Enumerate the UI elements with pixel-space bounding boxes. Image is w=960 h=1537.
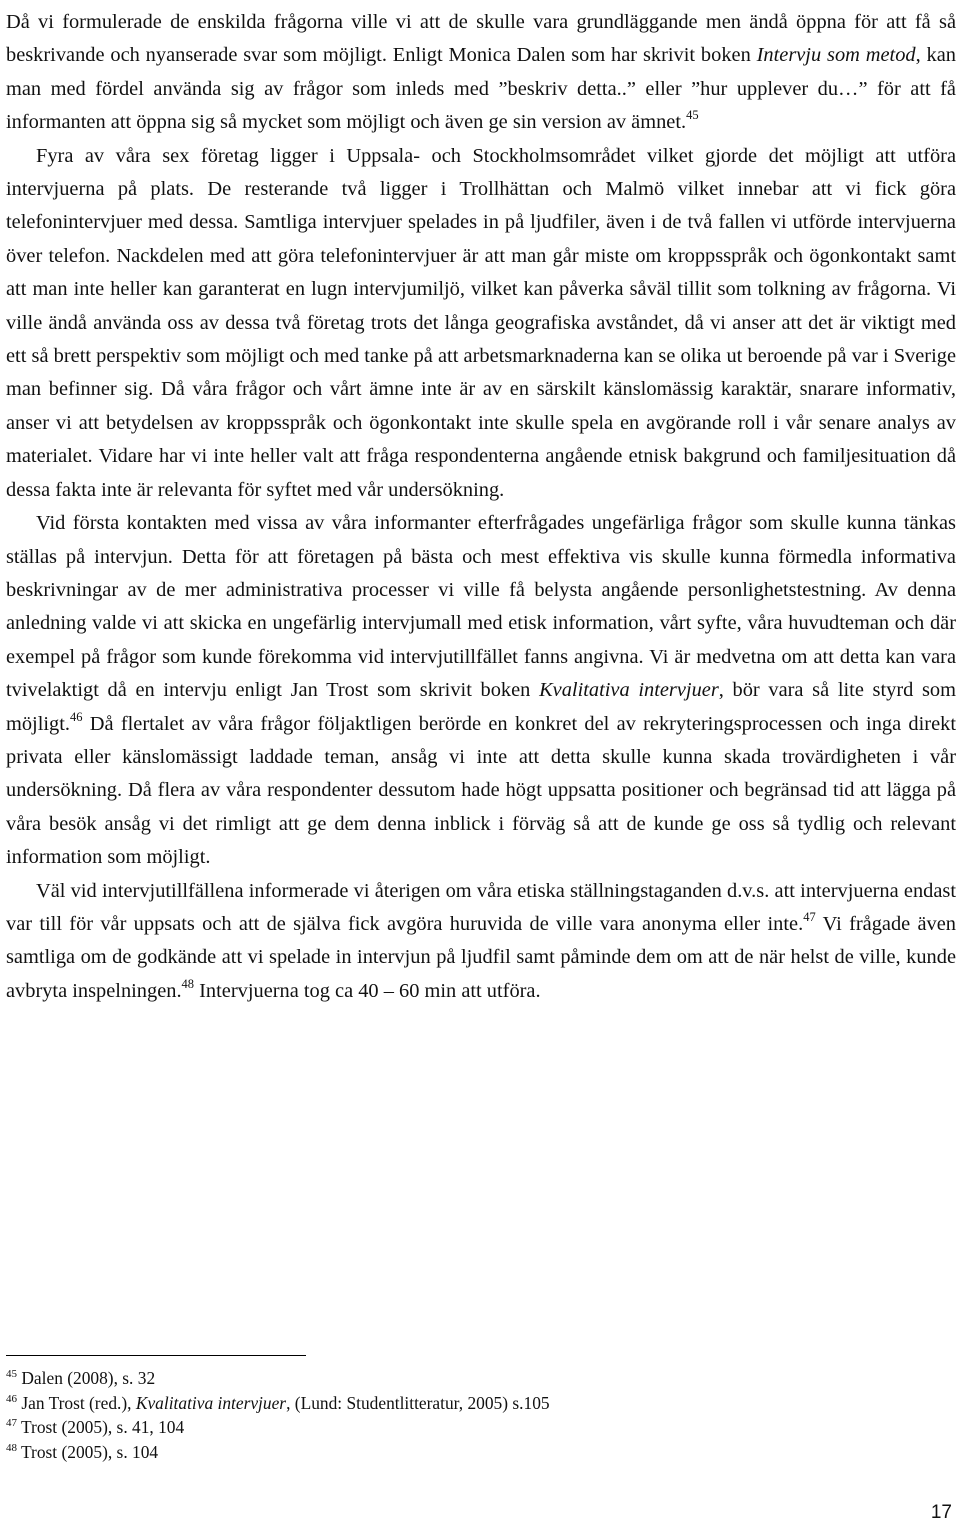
paragraph-3: Vid första kontakten med vissa av våra informanter efterfrågades ungefärliga frågor som skulle kunna tänkas ställas på intervjun. Detta för att företagen på bästa och mest effektiva vis skulle kunna förmedla informativa beskrivningar av de mer administrativa processer vi ville få belysta angående personlighetstestning. Av denna anledning valde vi att skicka en ungefärlig intervjumall med etisk information, vårt syfte, våra huvudteman och där exempel på frågor som kunde förekomma vid intervjutillfället fanns angivna. Vi är medvetna om att detta kan vara tvivelaktigt då en intervju enligt Jan Trost som skrivit boken Kvalitativa intervjuer, bör vara så lite styrd som möjligt.$^{46}$ Då flertalet av våra frågor följaktligen berörde en konkret del av rekryteringsprocessen och inga direkt privata eller känslomässigt laddade teman, ansåg vi inte att detta skulle kunna skada trovärdigheten i vår undersökning. Då flera av våra respondenter dessutom hade högt uppsatta positioner och begränsad tid att lägga på våra besök ansåg vi det rimligt att ge dem denna inblick i förväg så att de kunde ge oss så tydlig och relevant information som möjligt. — [6, 512, 956, 869]
book-title-intervju-som-metod: Intervju som metod — [756, 44, 916, 67]
footnotes — [6, 1366, 906, 1464]
paragraph-4: Väl vid intervjutillfällena informerade vi återigen om våra etiska ställningstaganden d.v.s. att intervjuerna endast var till för vår uppsats och att de själva fick avgöra huruvida de ville vara anonyma eller inte.$^{47}$ Vi frågade även samtliga om de godkände att vi spelade in intervjun på ljudfil samt påminde dem om att de när helst de ville, kunde avbryta inspelningen.$^{48}$ Intervjuerna tog ca 40 – 60 min att utföra. — [6, 879, 956, 1002]
page-number: 17 — [930, 1502, 952, 1523]
footnote-46: $^{46}$ Jan Trost (red.), Kvalitativa intervjuer, (Lund: Studentlitteratur, 2005) s.105 — [6, 1392, 550, 1413]
footnote-45: $^{45}$ Dalen (2008), s. 32 — [6, 1368, 156, 1388]
paragraph-2: Fyra av våra sex företag ligger i Uppsala- och Stockholmsområdet vilket gjorde det möjligt att utföra intervjuerna på plats. De resterande två ligger i Trollhättan och Malmö vilket innebar att vi fick göra telefonintervjuer med dessa. Samtliga intervjuer spelades in på ljudfiler, även i de två fallen vi utförde intervjuerna över telefon. Nackdelen med att göra telefonintervjuer är att man går miste om kroppsspråk och ögonkontakt samt att man inte heller kan garanterat en lugn intervjumiljö, vilket kan påverka såväl tillit som tolkning av frågorna. Vi ville ändå använda oss av dessa två företag trots det långa geografiska avståndet, då vi anser att det är viktigt med ett så brett perspektiv som möjligt och med tanke på att arbetsmarknaderna kan se olika ut beroende på var i Sverige man befinner sig. Då våra frågor och vårt ämne inte är av en särskilt känslomässig karaktär, snarare informativ, anser vi att betydelsen av kroppsspråk och ögonkontakt inte skulle spela en avgörande roll i vår senare analys av materialet. Vidare har vi inte heller valt att fråga respondenterna angående etnisk bakgrund och familjesituation då dessa fakta inte är relevanta för syftet med vår undersökning. — [6, 144, 956, 501]
footnote-47: $^{47}$ Trost (2005), s. 41, 104 — [6, 1417, 185, 1438]
footnote-ref-46[interactable]: 46 — [70, 709, 83, 724]
book-title-kvalitativa-intervjuer: Kvalitativa intervjuer — [539, 679, 719, 702]
footnote-separator — [6, 1355, 306, 1356]
footnote-ref-48[interactable]: 48 — [181, 976, 195, 991]
footnote-ref-47[interactable]: 47 — [803, 909, 816, 924]
footnote-48: $^{48}$ Trost (2005), s. 104 — [6, 1441, 159, 1462]
document-page — [6, 0, 956, 1008]
footnote-ref-45[interactable]: 45 — [686, 108, 699, 123]
paragraph-1: Då vi formulerade de enskilda frågorna ville vi att de skulle vara grundläggande men ändå öppna för att få så beskrivande och nyanserade svar som möjligt. Enligt Monica Dalen som har skrivit boken Intervju som metod, kan man med fördel använda sig av frågor som inleds med ”beskriv detta..” eller ”hur upplever du…” för att få informanten att öppna sig så mycket som möjligt och även ge sin version av ämnet.$^{45}$ — [6, 11, 956, 134]
